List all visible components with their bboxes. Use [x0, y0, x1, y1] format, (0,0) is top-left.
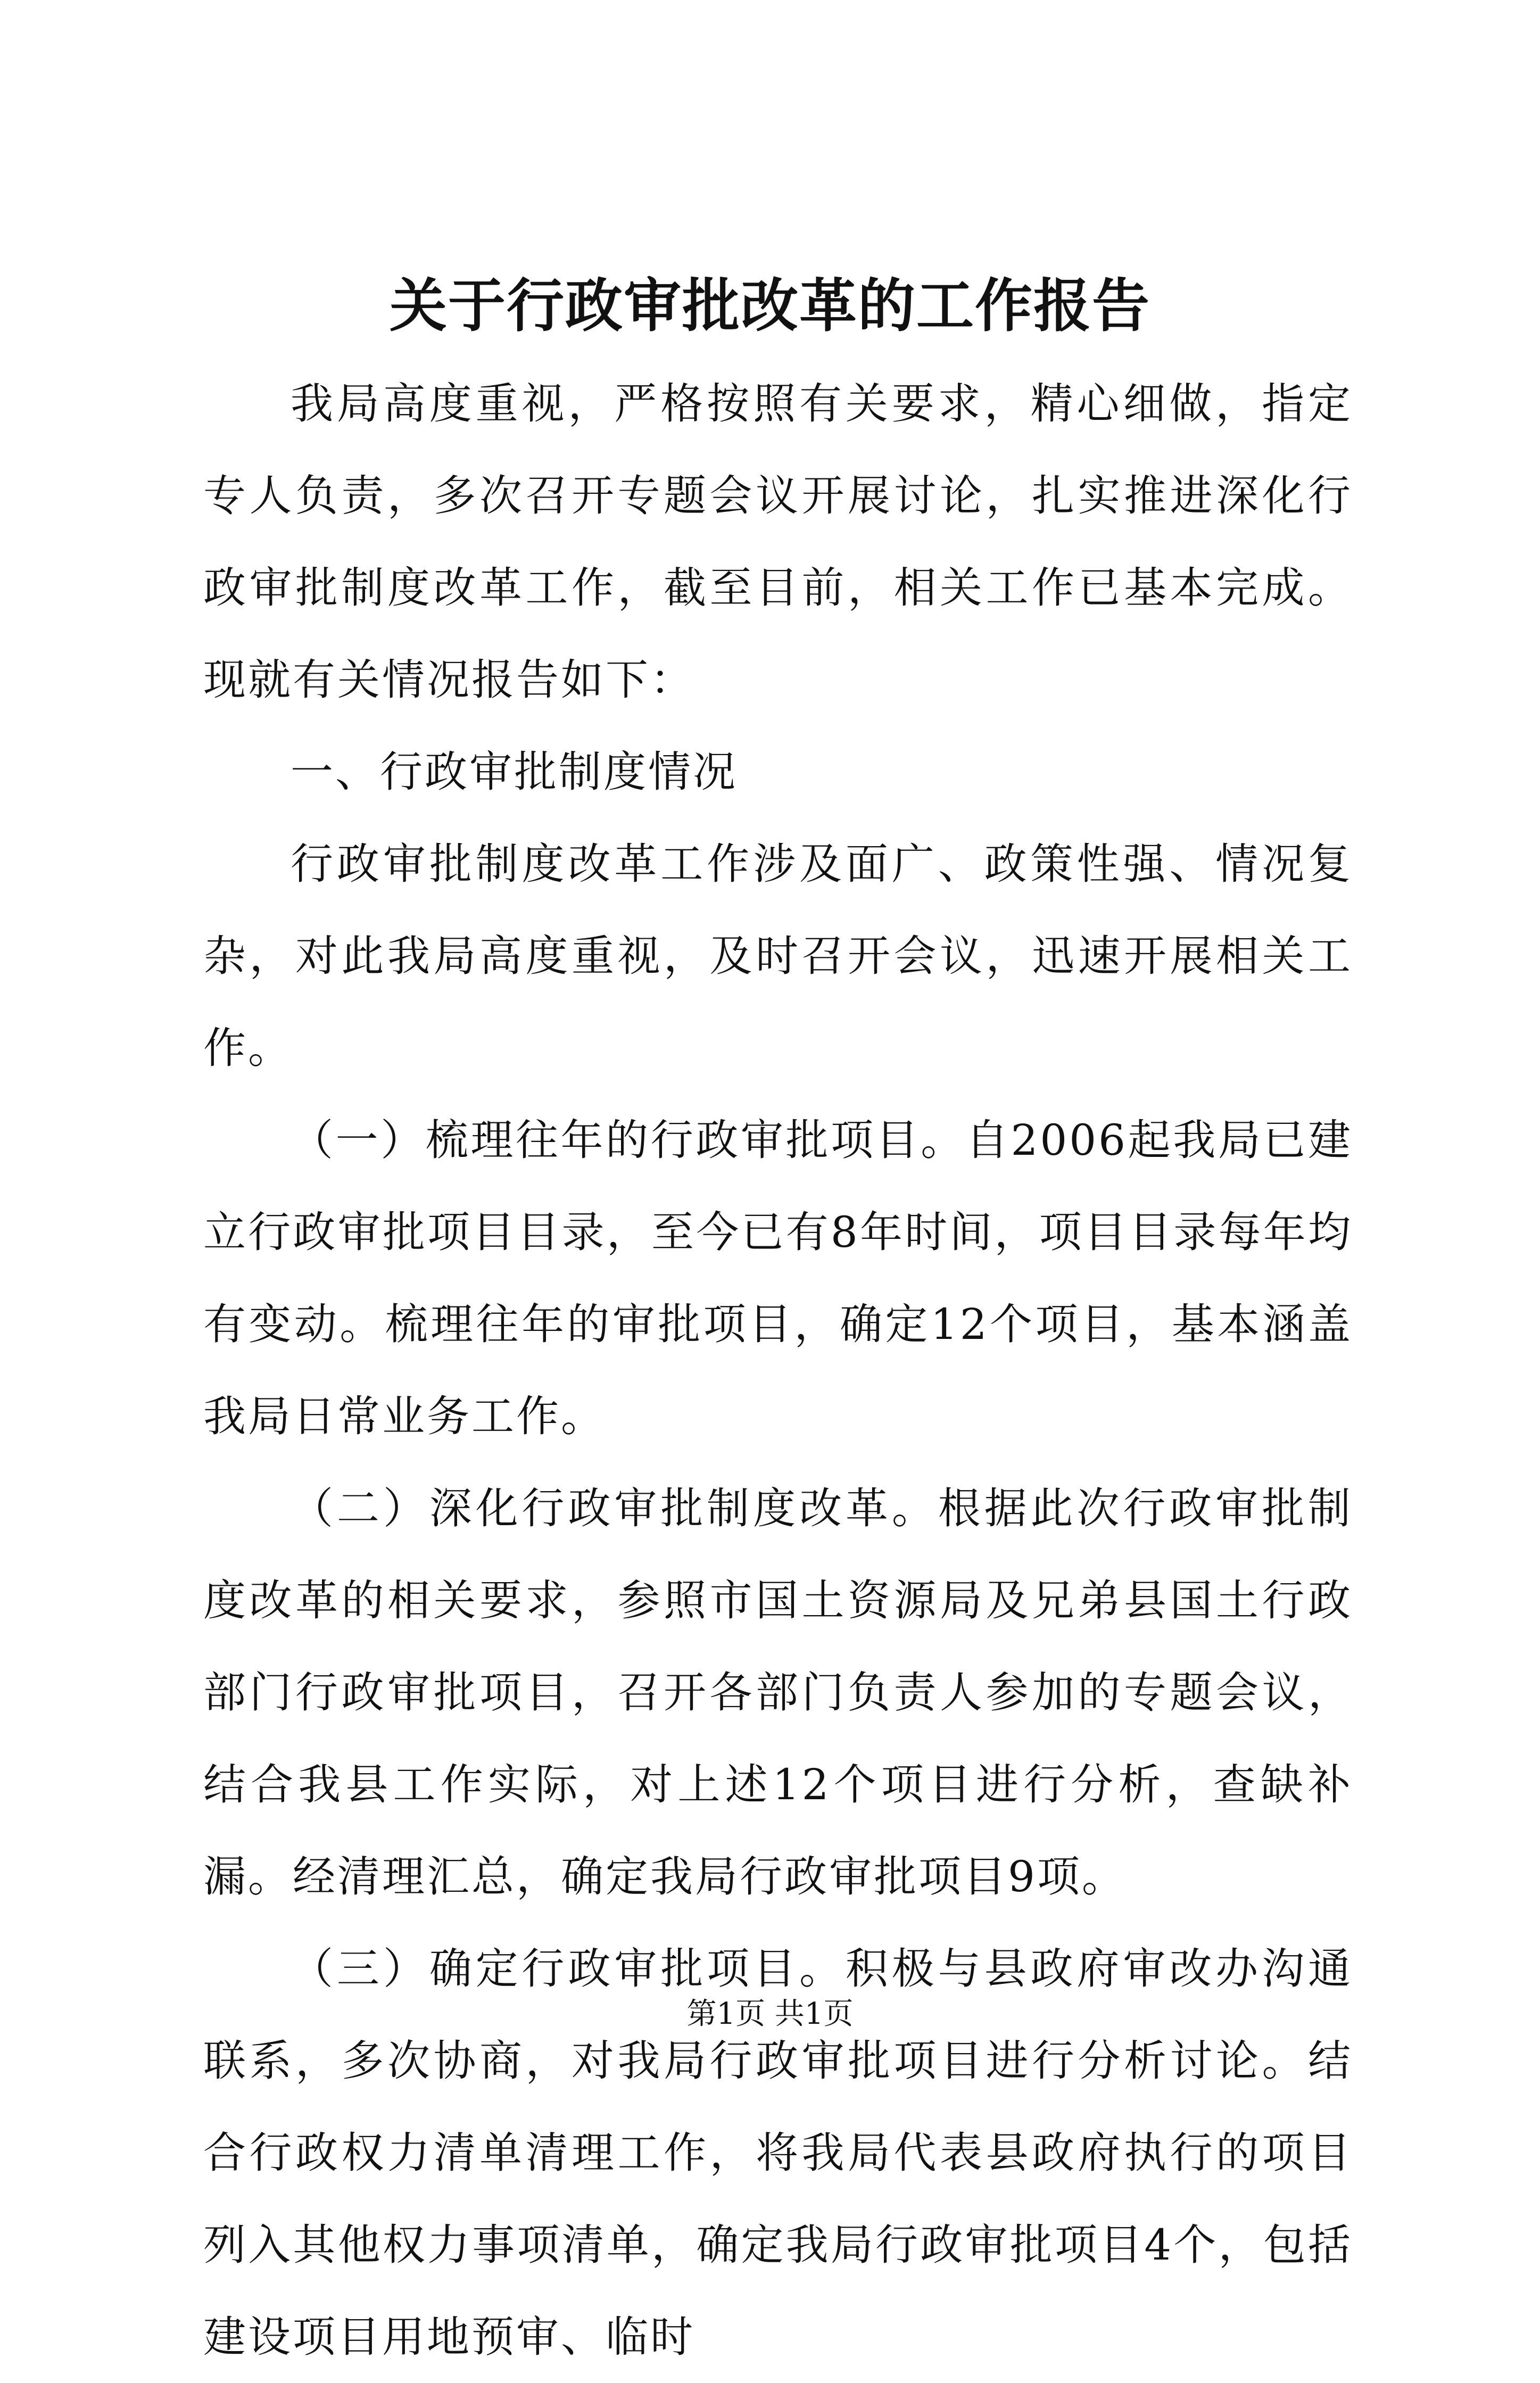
document-body: [203, 358, 1353, 2383]
item-2-paragraph: （二）深化行政审批制度改革。根据此次行政审批制度改革的相关要求，参照市国土资源局及兄弟县国土行政部门行政审批项目，召开各部门负责人参加的专题会议，结合我县工作实际，对上述12个项目进行分析，查缺补漏。经清理汇总，确定我局行政审批项目9项。: [203, 1484, 1353, 1901]
section-intro-paragraph: 行政审批制度改革工作涉及面广、政策性强、情况复杂，对此我局高度重视，及时召开会议，迅速开展相关工作。: [203, 839, 1353, 1073]
section-heading: 一、行政审批制度情况: [291, 747, 738, 797]
page-number-footer: 第1页 共1页: [686, 1997, 854, 2031]
document-title: 关于行政审批改革的工作报告: [389, 272, 1150, 340]
intro-paragraph: 我局高度重视，严格按照有关要求，精心细做，指定专人负责，多次召开专题会议开展讨论，扎实推进深化行政审批制度改革工作，截至目前，相关工作已基本完成。现就有关情况报告如下：: [203, 379, 1353, 705]
item-1-paragraph: （一）梳理往年的行政审批项目。自2006起我局已建立行政审批项目目录，至今已有8年时间，项目目录每年均有变动。梳理往年的审批项目，确定12个项目，基本涵盖我局日常业务工作。: [203, 1115, 1353, 1441]
item-3-paragraph: （三）确定行政审批项目。积极与县政府审改办沟通联系，多次协商，对我局行政审批项目进行分析讨论。结合行政权力清单清理工作，将我局代表县政府执行的项目列入其他权力事项清单，确定我局行政审批项目4个，包括建设项目用地预审、临时: [203, 1944, 1353, 2362]
